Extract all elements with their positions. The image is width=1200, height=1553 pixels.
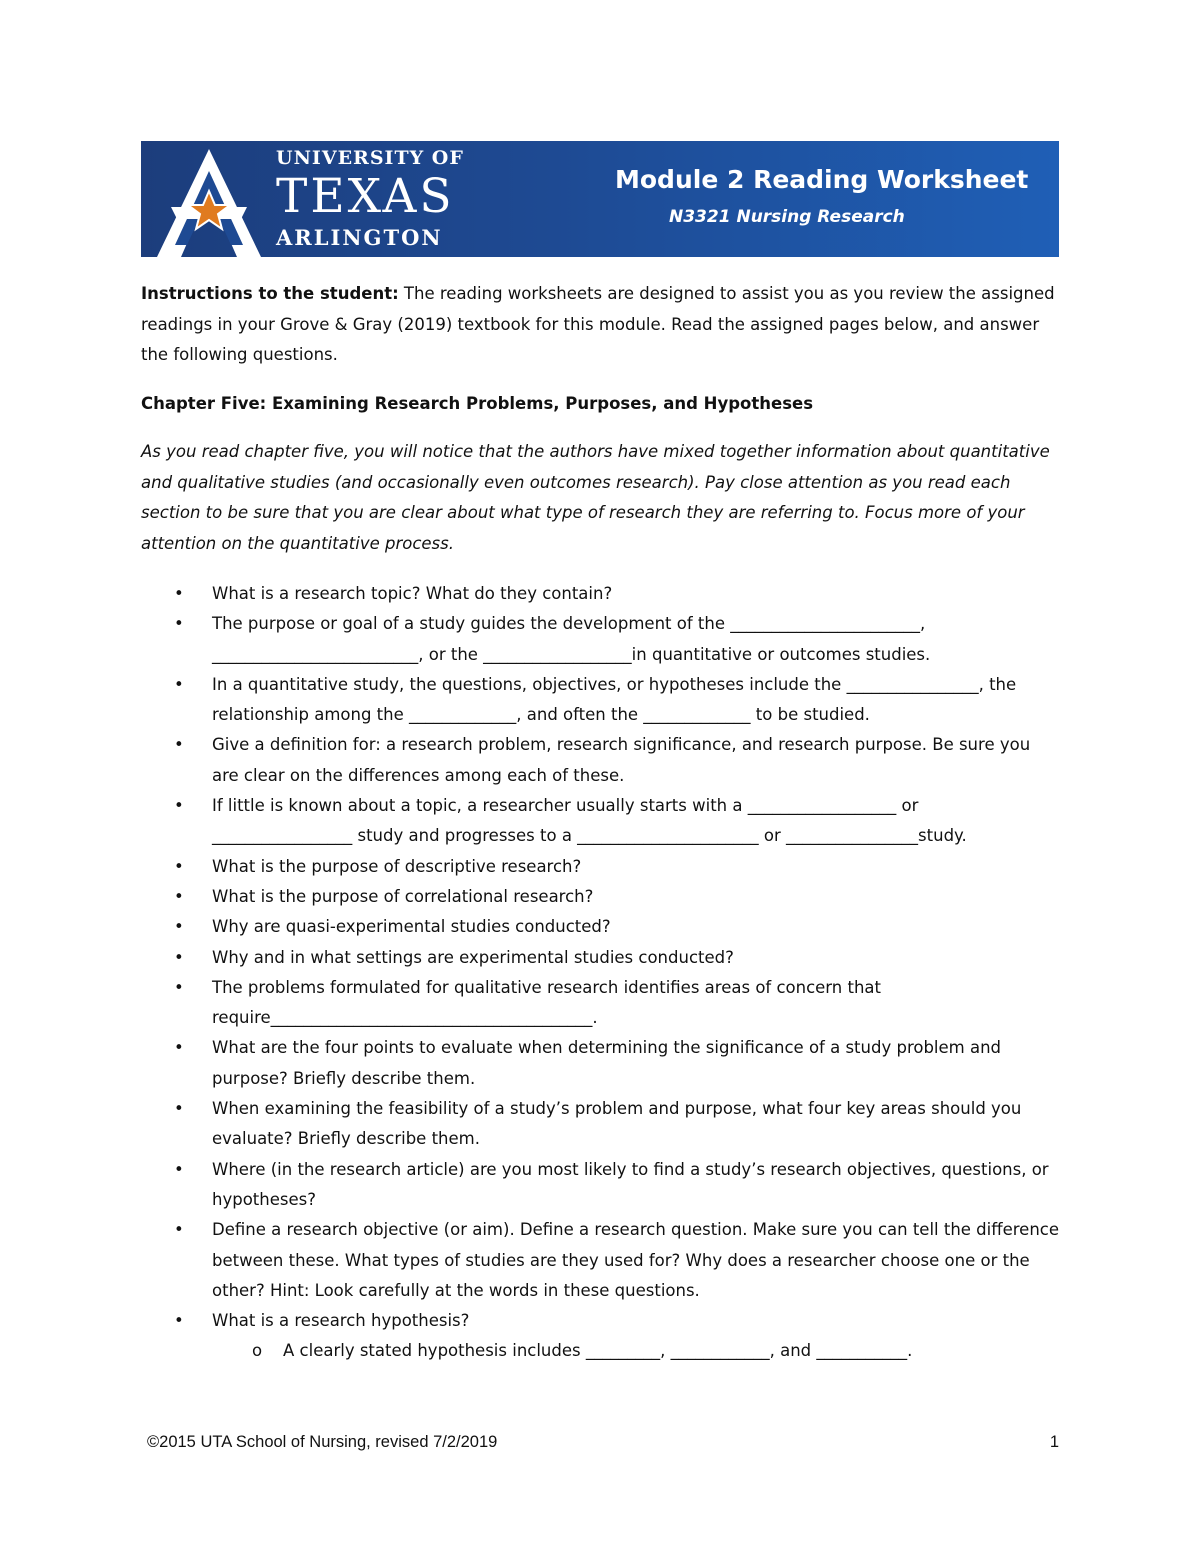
bullet-icon: • <box>174 796 184 816</box>
question-text: Give a definition for: a research problem, research significance, and research purpose. Be sure you are clear on the differences among each of these. <box>212 735 1031 785</box>
list-item <box>141 943 1061 973</box>
question-text: What is a research hypothesis? <box>212 1311 470 1331</box>
bullet-icon: • <box>174 674 184 694</box>
chapter-heading: Chapter Five: Examining Research Problems, Purposes, and Hypotheses <box>141 393 814 413</box>
logo-line-texas: TEXAS <box>276 169 455 224</box>
logo-line-university-of: UNIVERSITY OF <box>276 147 464 169</box>
bullet-icon: • <box>174 614 184 634</box>
bullet-icon: • <box>174 977 184 997</box>
list-item <box>141 1215 1061 1306</box>
bullet-icon: • <box>174 584 184 603</box>
list-item <box>141 730 1061 791</box>
page-footer <box>147 1433 1059 1452</box>
question-text: When examining the feasibility of a study’s problem and purpose, what four key areas should you evaluate? Briefly describe them. <box>212 1099 1022 1149</box>
question-text: Why and in what settings are experimental studies conducted? <box>212 947 734 967</box>
list-item <box>141 973 1061 1034</box>
question-text: The purpose or goal of a study guides the development of the _______________________, _________________________, or the __________________in quantitative or outcomes studies. <box>212 614 931 664</box>
copyright-text: ©2015 UTA School of Nursing, revised 7/2/2019 <box>147 1433 498 1451</box>
question-text: Where (in the research article) are you most likely to find a study’s research objectives, questions, or hypotheses? <box>212 1159 1049 1209</box>
sub-question-text: A clearly stated hypothesis includes _________, ____________, and ___________. <box>283 1341 913 1361</box>
question-list <box>141 579 1061 1367</box>
instructions-label: Instructions to the student: <box>141 284 399 303</box>
list-item <box>141 852 1061 882</box>
sub-question-list <box>212 1336 1061 1366</box>
list-item <box>141 609 1061 670</box>
question-text: What is a research topic? What do they contain? <box>212 584 613 603</box>
bullet-icon: • <box>174 1038 184 1058</box>
bullet-icon: • <box>174 886 184 906</box>
instructions-paragraph <box>141 279 1061 371</box>
bullet-icon: • <box>174 917 184 937</box>
list-item <box>141 1033 1061 1094</box>
list-item <box>141 1094 1061 1155</box>
bullet-icon: • <box>174 947 184 967</box>
list-item <box>141 579 1061 609</box>
list-item <box>141 882 1061 912</box>
bullet-icon: • <box>174 1220 184 1240</box>
intro-paragraph: As you read chapter five, you will notice that the authors have mixed together information about quantitative and qualitative studies (and occasionally even outcomes research). Pay close attention as you read each section to be sure that you are clear about what type of research they are referring to. Focus more of your attention on the quantitative process. <box>141 442 1050 553</box>
question-text: In a quantitative study, the questions, objectives, or hypotheses include the ________________, the relationship among the _____________, and often the _____________ to be studied. <box>212 674 1017 725</box>
logo-line-arlington: ARLINGTON <box>276 225 443 250</box>
list-item <box>141 791 1061 852</box>
bullet-icon: • <box>174 1099 184 1119</box>
list-item <box>141 1306 1061 1367</box>
bullet-icon: • <box>174 735 184 755</box>
page-number: 1 <box>1049 1433 1059 1451</box>
course-subtitle: N3321 Nursing Research <box>669 207 905 227</box>
question-text: Define a research objective (or aim). Define a research question. Make sure you can tell the difference between these. What types of studies are they used for? Why does a researcher choose one or the other? Hint: Look carefully at the words in these questions. <box>212 1220 1060 1300</box>
worksheet-body <box>141 279 1061 1367</box>
worksheet-title: Module 2 Reading Worksheet <box>615 165 1029 194</box>
bullet-icon: • <box>174 1311 184 1331</box>
bullet-icon: • <box>174 856 184 876</box>
question-text: The problems formulated for qualitative research identifies areas of concern that require_______________________________________. <box>212 977 882 1028</box>
bullet-icon: • <box>174 1159 184 1179</box>
list-item <box>141 912 1061 942</box>
question-text: If little is known about a topic, a researcher usually starts with a __________________ or _________________ study and progresses to a ______________________ or ________________study. <box>212 796 967 846</box>
list-item <box>141 670 1061 731</box>
question-text: What is the purpose of correlational research? <box>212 886 594 906</box>
question-text: Why are quasi-experimental studies conducted? <box>212 917 611 937</box>
list-item <box>212 1336 1061 1366</box>
header-banner <box>141 141 1059 257</box>
question-text: What is the purpose of descriptive research? <box>212 856 582 876</box>
sub-bullet-icon: o <box>252 1341 263 1361</box>
instructions-text: The reading worksheets are designed to assist you as you review the assigned readings in your Grove & Gray (2019) textbook for this module. Read the assigned pages below, and answer the following questions. <box>141 284 1055 364</box>
question-text: What are the four points to evaluate when determining the significance of a study problem and purpose? Briefly describe them. <box>212 1038 1002 1088</box>
list-item <box>141 1155 1061 1216</box>
